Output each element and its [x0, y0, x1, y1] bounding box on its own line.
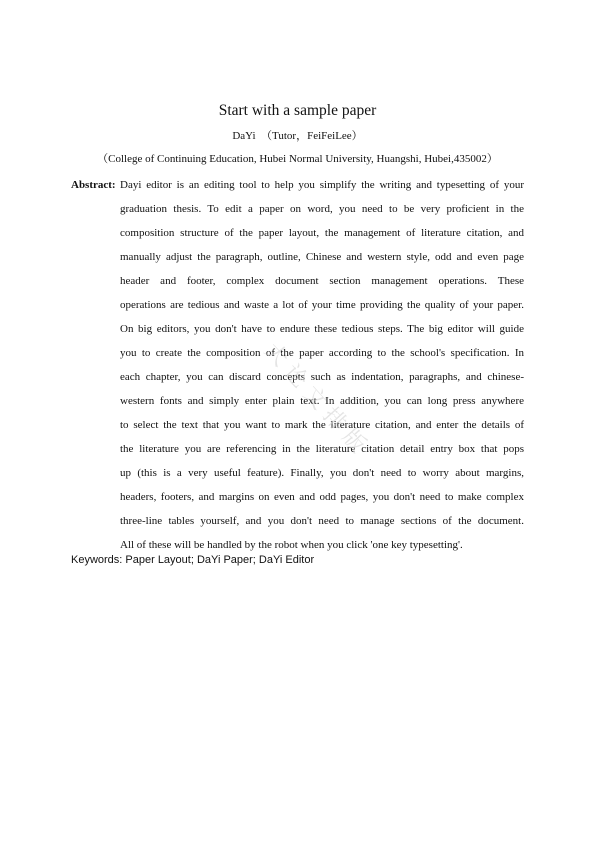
abstract-line: graduation thesis. To edit a paper on word, you need to be very proficient in the	[120, 203, 524, 215]
abstract-line: operations are tedious and waste a lot of your time providing the quality of your paper.	[120, 299, 524, 311]
abstract-line: All of these will be handled by the robot when you click 'one key typesetting'.	[120, 539, 463, 551]
abstract-line: manually adjust the paragraph, outline, Chinese and western style, odd and even page	[120, 251, 524, 263]
abstract-line: headers, footers, and margins on even and odd pages, you don't need to make complex	[120, 491, 524, 503]
abstract-label: Abstract:	[71, 179, 116, 191]
abstract-line: header and footer, complex document section management operations. These	[120, 275, 524, 287]
abstract-line: On big editors, you don't have to endure these tedious steps. The big editor will guide	[120, 323, 524, 335]
watermark-text: 大 论 文 排 版	[259, 338, 370, 458]
abstract-line: the literature you are referencing in the literature citation detail entry box that pops	[120, 443, 524, 455]
abstract-body	[120, 178, 524, 562]
abstract-line: western fonts and simply enter plain text. In addition, you can long press anywhere	[120, 395, 524, 407]
abstract-line: Dayi editor is an editing tool to help you simplify the writing and typesetting of your	[120, 179, 524, 191]
abstract-line: to select the text that you want to mark the literature citation, and enter the details of	[120, 419, 524, 431]
paper-title: Start with a sample paper	[218, 102, 377, 119]
abstract-line: up (this is a very useful feature). Finally, you don't need to worry about margins,	[120, 467, 524, 479]
abstract-line: composition structure of the paper layout, the management of literature citation, and	[120, 227, 524, 239]
paper-authors: DaYi （Tutor，FeiFeiLee）	[232, 130, 363, 142]
keywords: Keywords: Paper Layout; DaYi Paper; DaYi Editor	[71, 554, 315, 566]
abstract-line: you to create the composition of the paper according to the school's specification. In	[120, 347, 524, 359]
abstract-line: each chapter, you can discard concepts such as indentation, paragraphs, and chinese-	[120, 371, 524, 383]
paper-affiliation: （College of Continuing Education, Hubei Normal University, Huangshi, Hubei,435002）	[97, 153, 498, 165]
abstract-line: three-line tables yourself, and you don't need to manage sections of the document.	[120, 515, 524, 527]
